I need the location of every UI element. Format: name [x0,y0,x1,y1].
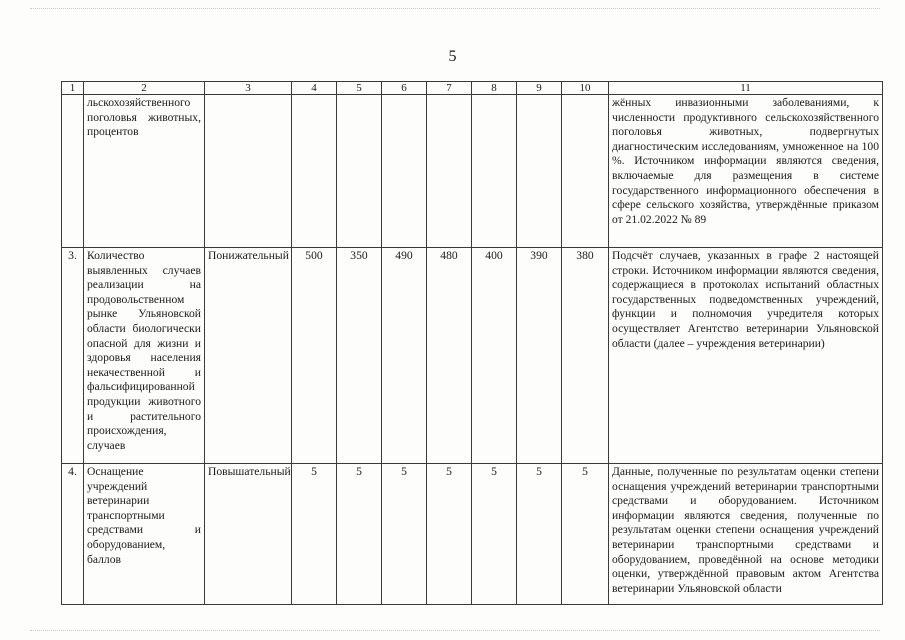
column-header: 3 [205,82,292,95]
indicator-value [517,95,562,248]
indicator-name: льскохозяйственного поголовья животных, процентов [84,95,205,248]
indicator-value: 5 [517,464,562,605]
row-number: 4. [62,464,84,605]
indicator-value: 500 [292,248,337,464]
indicator-value: 5 [562,464,609,605]
indicators-table [61,81,883,605]
column-header: 1 [62,82,84,95]
indicator-value: 390 [517,248,562,464]
table-row [62,95,883,248]
row-number [62,95,84,248]
indicator-description: жённых инвазионными заболеваниями, к численности продуктивного сельскохозяйственного поголовья животных, подвергнутых диагностическим исследованиям, умноженное на 100 %. Источником информации являются сведения, включаемые для размещения в системе государственного информационного обеспечения в сфере сельского хозяйства, утверждённые приказом от 21.02.2022 № 89 [609,95,883,248]
indicator-value [337,95,382,248]
column-header: 5 [337,82,382,95]
table-row [62,464,883,605]
table-header-row [62,82,883,95]
table-row [62,248,883,464]
indicator-value [427,95,472,248]
indicator-direction: Понижательный [205,248,292,464]
indicator-value [562,95,609,248]
indicator-direction: Повышательный [205,464,292,605]
column-header: 8 [472,82,517,95]
column-header: 6 [382,82,427,95]
indicator-value: 5 [292,464,337,605]
indicator-description: Подсчёт случаев, указанных в графе 2 настоящей строки. Источником информации являются сведения, содержащиеся в протоколах испытаний областных государственных подведомственных учреждений, функции и полномочия учредителя которых осуществляет Агентство ветеринарии Ульяновской области (далее – учреждения ветеринарии) [609,248,883,464]
column-header: 4 [292,82,337,95]
indicator-direction [205,95,292,248]
indicator-value [472,95,517,248]
indicator-value: 400 [472,248,517,464]
scan-artifact-top [30,8,880,9]
indicator-value: 5 [472,464,517,605]
column-header: 11 [609,82,883,95]
indicator-value: 380 [562,248,609,464]
scan-artifact-bottom [30,630,880,631]
indicator-value: 490 [382,248,427,464]
indicator-value: 5 [382,464,427,605]
indicator-value: 350 [337,248,382,464]
column-header: 9 [517,82,562,95]
indicator-name: Оснащение учреждений ветеринарии транспортными средствами и оборудованием, баллов [84,464,205,605]
indicator-name: Количество выявленных случаев реализации на продовольственном рынке Ульяновской области биологически опасной для жизни и здоровья населения некачественной и фальсифицированной продукции животного и растительного происхождения, случаев [84,248,205,464]
indicator-value: 480 [427,248,472,464]
page-number: 5 [448,48,457,65]
indicator-value: 5 [427,464,472,605]
indicator-description: Данные, полученные по результатам оценки степени оснащения учреждений ветеринарии транспортными средствами и оборудованием. Источником информации являются сведения, полученные по результатам оценки степени оснащения учреждений ветеринарии транспортными средствами и оборудованием, проведённой на основе методики оценки, утверждённой правовым актом Агентства ветеринарии Ульяновской области [609,464,883,605]
row-number: 3. [62,248,84,464]
indicator-value [292,95,337,248]
column-header: 7 [427,82,472,95]
indicator-value: 5 [337,464,382,605]
column-header: 10 [562,82,609,95]
column-header: 2 [84,82,205,95]
indicator-value [382,95,427,248]
